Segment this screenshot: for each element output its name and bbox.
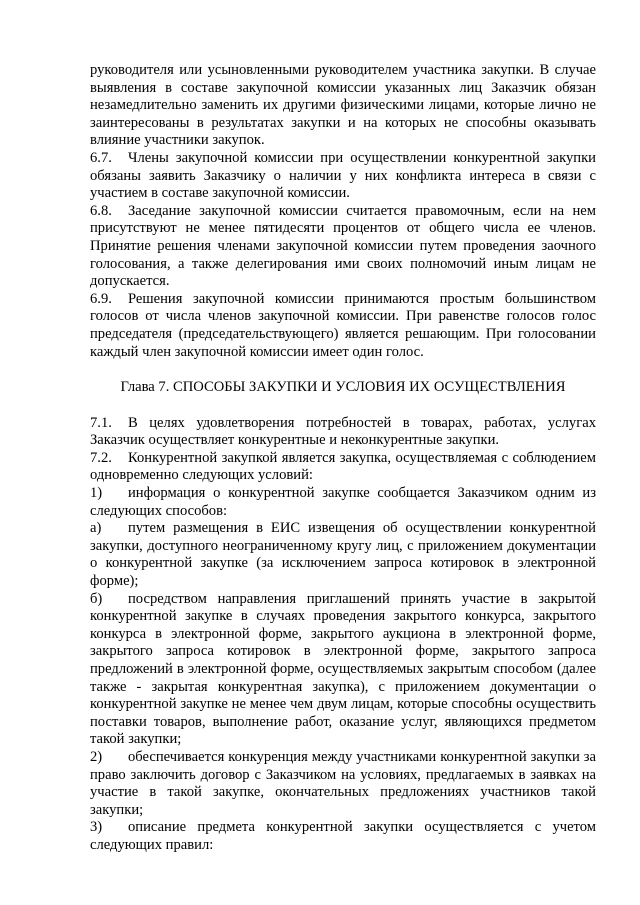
list-item-2 (90, 749, 596, 819)
paragraph-number: 7.2. (90, 449, 112, 466)
chapter-heading: Глава 7. СПОСОБЫ ЗАКУПКИ И УСЛОВИЯ ИХ ОСУЩЕСТВЛЕНИЯ (120, 379, 566, 396)
section-6-continued (90, 62, 596, 361)
list-number: 3) (90, 819, 103, 836)
list-number: 2) (90, 748, 103, 765)
list-item-b (90, 591, 596, 749)
paragraph-number: 6.8. (90, 202, 112, 219)
paragraph-number: 7.1. (90, 414, 112, 431)
paragraph-number: 6.9. (90, 290, 112, 307)
document-page (90, 62, 596, 855)
paragraph-text: В целях удовлетворения потребностей в товарах, работах, услугах Заказчик осуществляет конкурентные и неконкурентные закупки. (90, 414, 596, 449)
paragraph-text: посредством направления приглашений принять участие в закрытой конкурентной закупке в случаях проведения закрытого конкурса, закрытого конкурса в электронной форме, закрытого аукциона в электронной форме, закрытого запроса котировок в электронной форме, закрытого запроса предложений в электронной форме, осуществляемых закрытым способом (далее также - закрытая конкурентная закупка), с приложением документации о конкурентной закупке не менее чем двум лицам, которые способны осуществить поставки товаров, выполнение работ, оказание услуг, являющихся предметом такой закупки; (90, 590, 596, 748)
list-item-1 (90, 485, 596, 520)
paragraph-6-7 (90, 150, 596, 203)
paragraph-text: обеспечивается конкуренция между участниками конкурентной закупки за право заключить договор с Заказчиком на условиях, предлагаемых в заявках на участие в такой закупке, окончательных предложениях участников такой закупки; (90, 748, 596, 818)
paragraph-text: Решения закупочной комиссии принимаются простым большинством голосов от числа членов закупочной комиссии. При равенстве голосов голос председателя (председательствующего) является решающим. При голосовании каждый член закупочной комиссии имеет один голос. (90, 290, 596, 360)
paragraph-7-1 (90, 415, 596, 450)
paragraph-7-2 (90, 450, 596, 485)
paragraph-text: описание предмета конкурентной закупки осуществляется с учетом следующих правил: (90, 819, 596, 853)
paragraph-text: Члены закупочной комиссии при осуществлении конкурентной закупки обязаны заявить Заказчику о наличии у них конфликта интереса в связи с участием в составе закупочной комиссии. (90, 149, 596, 202)
list-item-3 (90, 819, 596, 854)
paragraph-6-8 (90, 203, 596, 291)
list-number: б) (90, 590, 103, 607)
list-number: 1) (90, 485, 103, 502)
list-item-a (90, 520, 596, 590)
paragraph (90, 62, 596, 150)
section-7 (90, 415, 596, 855)
paragraph-6-9 (90, 291, 596, 361)
paragraph-text: Заседание закупочной комиссии считается правомочным, если на нем присутствуют не менее пятидесяти процентов от общего числа ее членов. Принятие решения членами закупочной комиссии путем проведения заочного голосования, а также делегирования ими своих полномочий иным лицам не допускается. (90, 202, 596, 290)
paragraph-number: 6.7. (90, 149, 112, 166)
paragraph-text: информация о конкурентной закупке сообщается Заказчиком одним из следующих способов: (90, 485, 596, 519)
paragraph-text: руководителя или усыновленными руководителем участника закупки. В случае выявления в составе закупочной комиссии указанных лиц Заказчик обязан незамедлительно заменить их другими физическими лицами, которые лично не заинтересованы в результатах закупки и на которых не способны оказывать влияние участники закупок. (90, 62, 596, 149)
paragraph-text: путем размещения в ЕИС извещения об осуществлении конкурентной закупки, доступного неограниченному кругу лиц, с приложением документации о конкурентной закупке (за исключением запроса котировок в электронной форме); (90, 520, 596, 590)
paragraph-text: Конкурентной закупкой является закупка, осуществляемая с соблюдением одновременно следующих условий: (90, 449, 596, 484)
list-number: а) (90, 520, 102, 537)
